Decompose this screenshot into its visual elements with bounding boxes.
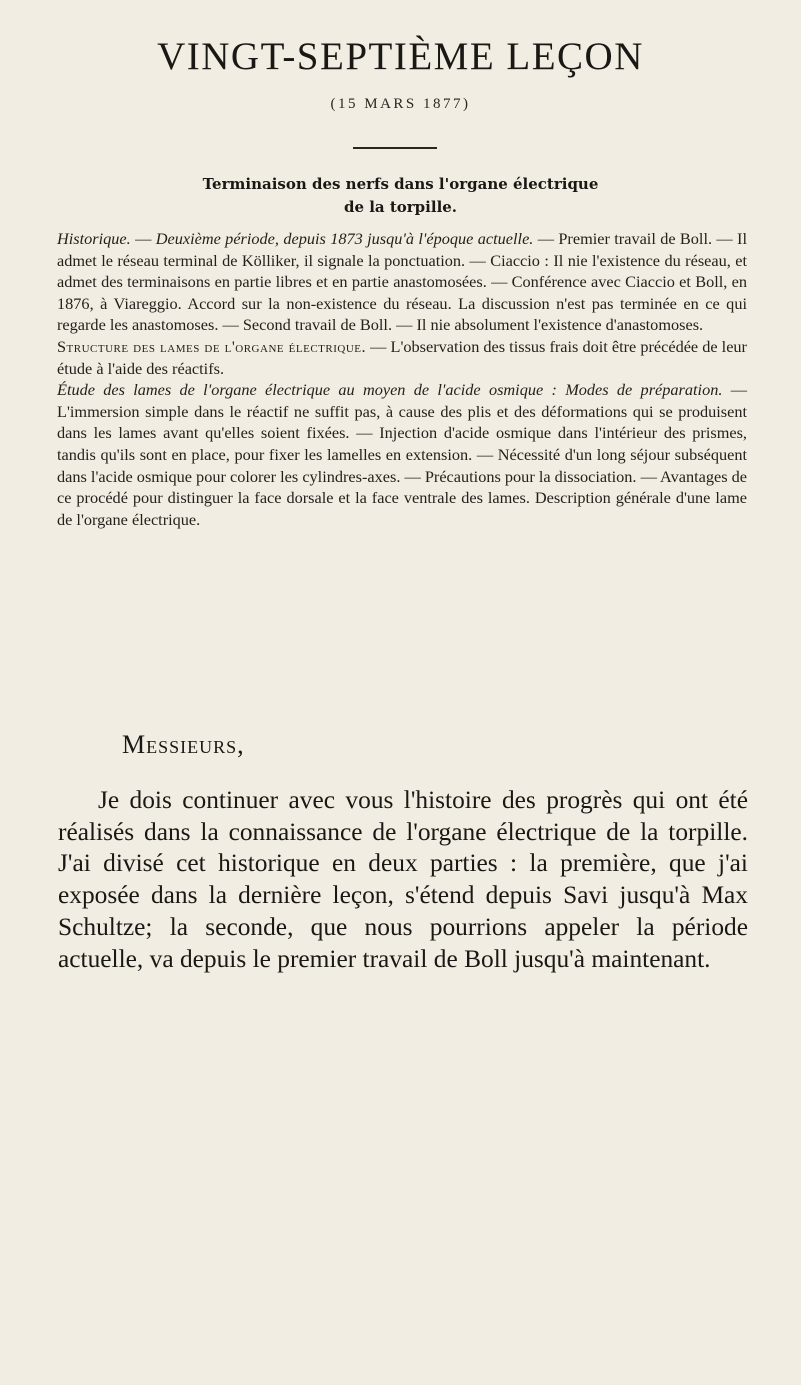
title-rule: [353, 147, 437, 149]
structure-text: — L'observation des tissus frais doit être précédée de leur étude à l'aide des réactifs.: [57, 336, 747, 378]
historique-period: Deuxième période, depuis 1873 jusqu'à l'époque actuelle.: [155, 229, 534, 248]
section-subtitle-line1: Terminaison des nerfs dans l'organe électrique: [202, 175, 599, 193]
etude-text: — L'immersion simple dans le réactif ne suffit pas, à cause des plis et des déformations qui se produisent dans les lames avant qu'elles soient fixées. — Injection d'acide osmique dans l'intérieur des prismes, tandis qu'ils sont en place, pour fixer les lamelles en extension. — Nécessité d'un long séjour subséquent dans l'acide osmique pour colorer les cylindres-axes. — Précautions pour la dissociation. — Avantages de ce procédé pour distinguer la face dorsale et la face ventrale des lames. Description générale d'une lame de l'organe électrique.: [57, 380, 747, 529]
lesson-summary: [57, 228, 747, 530]
salutation: Messieurs,: [122, 730, 245, 759]
chapter-title: VINGT-SEPTIÈME LEÇON: [157, 35, 644, 78]
historique-label: Historique.: [57, 229, 131, 248]
summary-structure: [57, 336, 747, 379]
etude-label: Étude des lames de l'organe électrique au moyen de l'acide osmique : Modes de préparation.: [57, 380, 723, 400]
structure-label: Structure des lames de l'organe électrique.: [57, 336, 367, 356]
summary-etude: [57, 379, 747, 530]
chapter-date: (15 MARS 1877): [330, 96, 471, 112]
section-subtitle-line2: de la torpille.: [343, 198, 458, 216]
historique-text: — Premier travail de Boll. — Il admet le réseau terminal de Kölliker, il signale la ponctuation. — Ciaccio : Il nie l'existence du réseau, et admet des terminaisons en partie libres et en partie anastomosées. — Conférence avec Ciaccio et Boll, en 1876, à Viareggio. Accord sur la non-existence du réseau. La discussion n'est pas terminée en ce qui regarde les anastomoses. — Second travail de Boll. — Il nie absolument l'existence d'anastomoses.: [57, 229, 747, 335]
body-paragraph: Je dois continuer avec vous l'histoire des progrès qui ont été réalisés dans la connaissance de l'organe électrique de la torpille. J'ai divisé cet historique en deux parties : la première, que j'ai exposée dans la dernière leçon, s'étend depuis Savi jusqu'à Max Schultze; la seconde, que nous pourrions appeler la période actuelle, va depuis le premier travail de Boll jusqu'à maintenant.: [58, 786, 748, 973]
summary-historique: Historique. — Deuxième période, depuis 1873 jusqu'à l'époque actuelle. — Premier travail de Boll. — Il admet le réseau terminal de Kölliker, il signale la ponctuation. — Ciaccio : Il nie l'existence du réseau, et admet des terminaisons en partie libres et en partie anastomosées. — Conférence avec Ciaccio et Boll, en 1876, à Viareggio. Accord sur la non-existence du réseau. La discussion n'est pas terminée en ce qui regarde les anastomoses. — Second travail de Boll. — Il nie absolument l'existence d'anastomoses.: [57, 229, 747, 335]
